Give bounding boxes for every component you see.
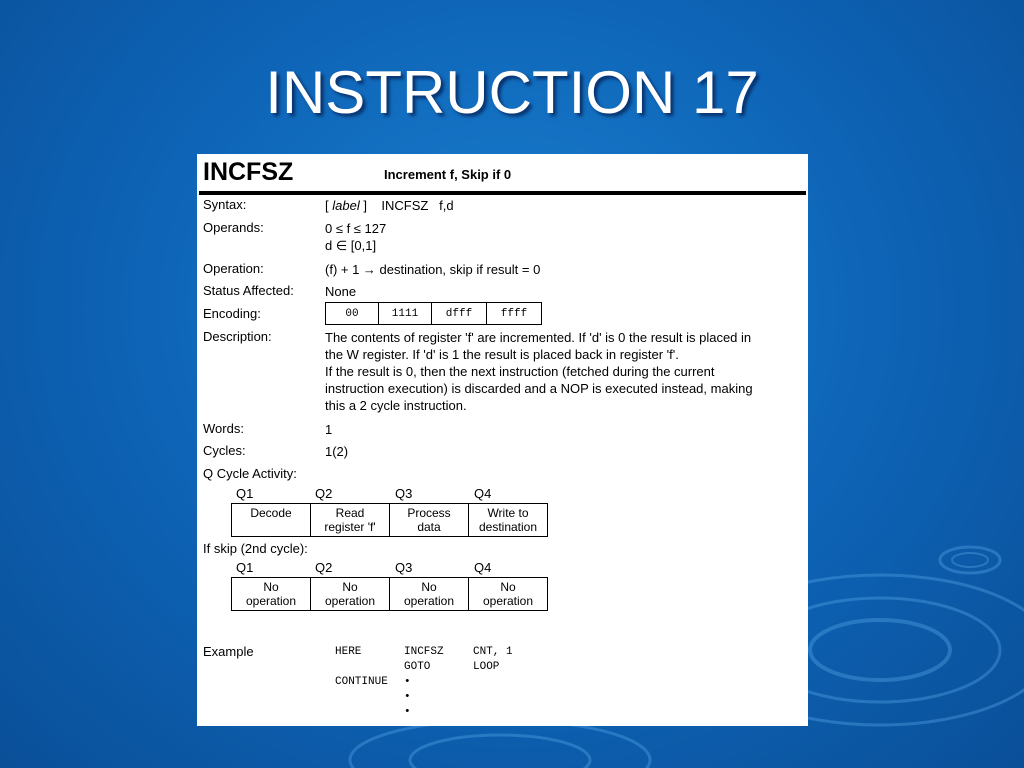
- operation-label: Operation:: [203, 261, 264, 276]
- encoding-label: Encoding:: [203, 306, 261, 321]
- example-labels-column: HERE CONTINUE: [335, 646, 388, 688]
- syntax-value: [ label ] INCFSZ f,d: [325, 198, 454, 213]
- description-text: The contents of register 'f' are incremented. If 'd' is 0 the result is placed in the W register. If 'd' is 1 the result is placed back in register 'f'. If the result is 0, then the next instruction (fetched during the current instruction execution) is discarded and a NOP is executed instead, making this a 2 cycle instruction.: [325, 330, 753, 413]
- q-header: Q4: [474, 560, 492, 575]
- operation-value: (f) + 1 → destination, skip if result = 0: [325, 262, 541, 277]
- q-header: Q3: [395, 560, 413, 575]
- operands-label: Operands:: [203, 220, 264, 235]
- header-rule: [199, 191, 806, 195]
- q-header: Q4: [474, 486, 492, 501]
- description-label: Description:: [203, 329, 272, 344]
- skip-cell: No operation: [390, 578, 469, 611]
- words-value: 1: [325, 422, 333, 437]
- instruction-mnemonic: INCFSZ: [203, 158, 294, 186]
- skip-cell: No operation: [232, 578, 311, 611]
- q-cell: Read register 'f': [311, 504, 390, 537]
- qcycle-label: Q Cycle Activity:: [203, 466, 297, 481]
- encoding-table: [325, 302, 542, 325]
- status-value: None: [325, 284, 357, 299]
- example-instruction-column: INCFSZ GOTO • • •: [404, 646, 444, 718]
- q-cell: Write to destination: [469, 504, 548, 537]
- skip-cycle-table: [231, 577, 548, 611]
- skip-label: If skip (2nd cycle):: [203, 541, 308, 556]
- skip-cell: No operation: [311, 578, 390, 611]
- q-cell: Decode: [232, 504, 311, 537]
- status-label: Status Affected:: [203, 283, 294, 298]
- q-header: Q3: [395, 486, 413, 501]
- cycles-label: Cycles:: [203, 443, 246, 458]
- encoding-field: 1111: [379, 303, 432, 325]
- example-label: Example: [203, 644, 254, 659]
- encoding-field: 00: [326, 303, 379, 325]
- q-cycle-table: [231, 503, 548, 537]
- slide-title: INSTRUCTION 17: [265, 59, 759, 126]
- q-cell: Process data: [390, 504, 469, 537]
- operands-value: 0 ≤ f ≤ 127 d ∈ [0,1]: [325, 221, 387, 253]
- encoding-field: dfff: [432, 303, 487, 325]
- encoding-field: ffff: [487, 303, 542, 325]
- q-header: Q1: [236, 560, 254, 575]
- syntax-label: Syntax:: [203, 197, 247, 212]
- instruction-document: [197, 154, 808, 726]
- q-header: Q1: [236, 486, 254, 501]
- cycles-value: 1(2): [325, 444, 349, 459]
- q-header: Q2: [315, 486, 333, 501]
- instruction-summary: Increment f, Skip if 0: [384, 167, 512, 182]
- words-label: Words:: [203, 421, 244, 436]
- example-operand-column: CNT, 1 LOOP: [473, 646, 513, 673]
- skip-cell: No operation: [469, 578, 548, 611]
- q-header: Q2: [315, 560, 333, 575]
